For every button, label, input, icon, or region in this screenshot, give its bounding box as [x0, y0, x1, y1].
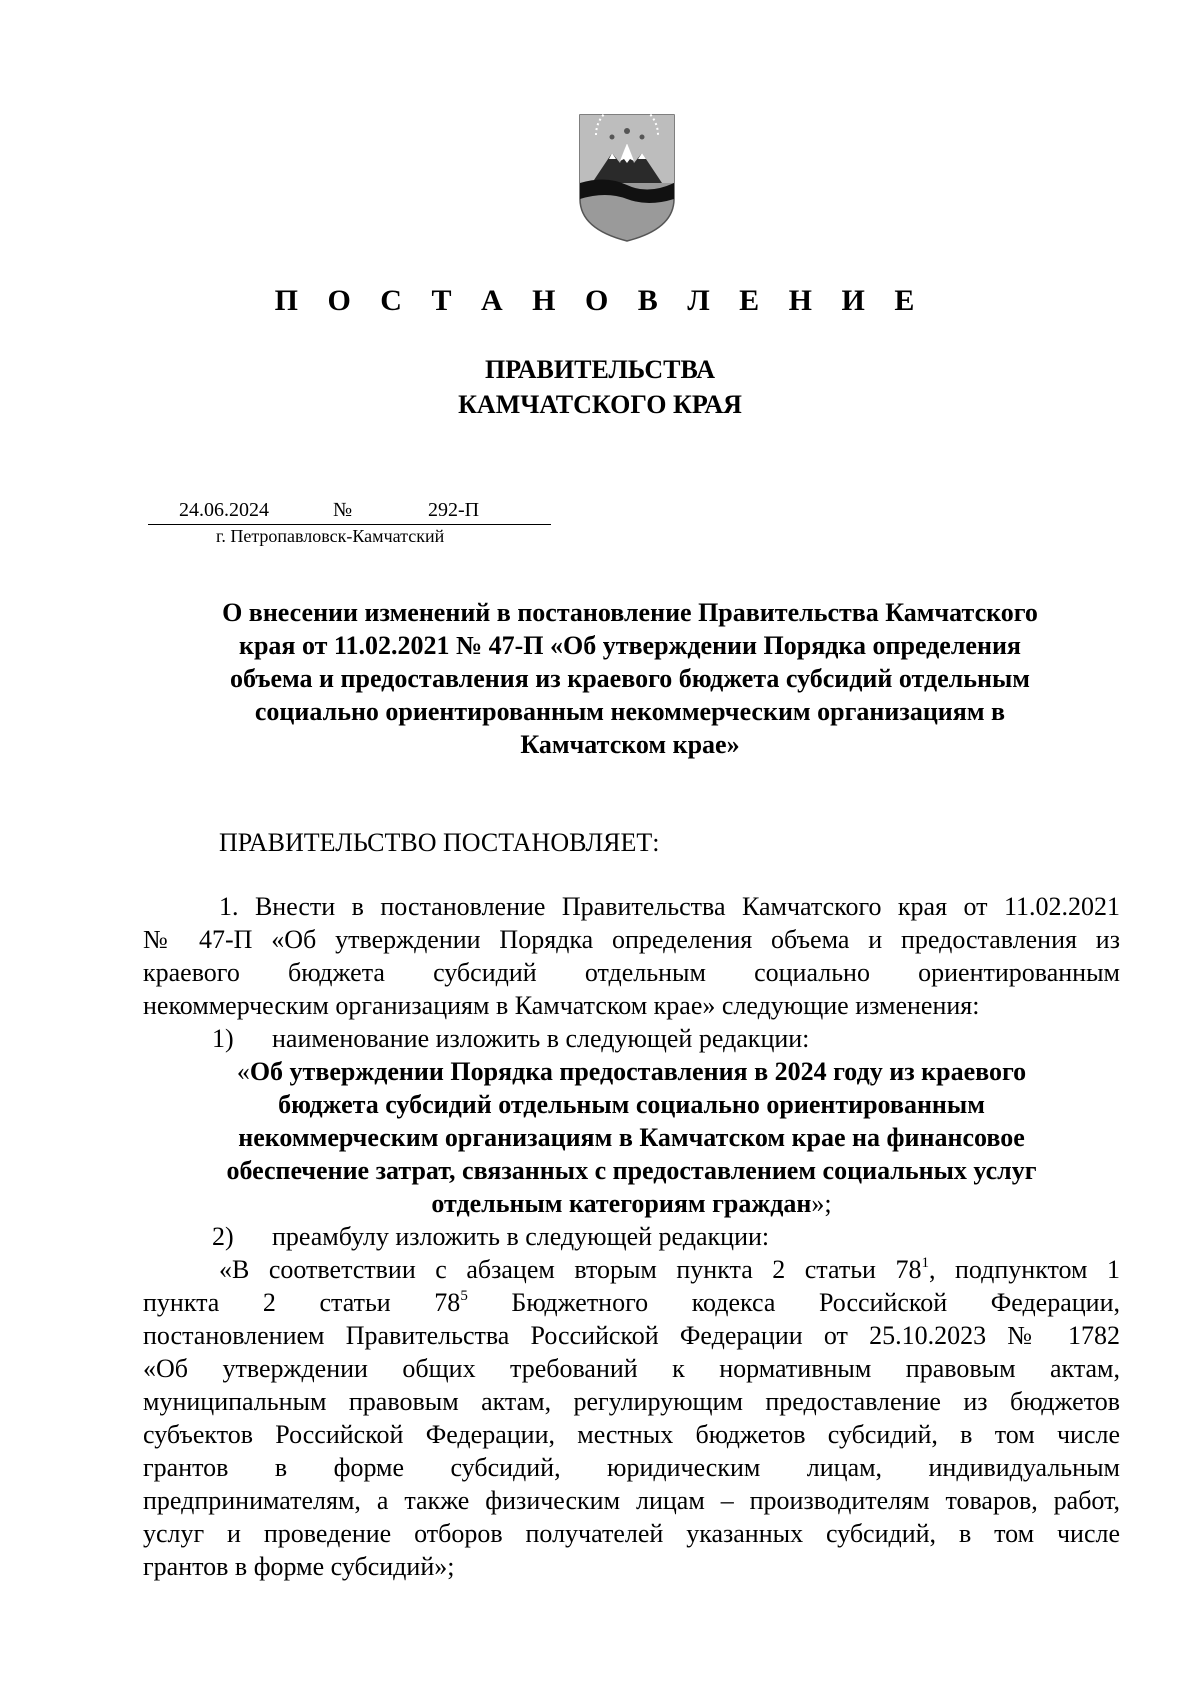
list-item-text: преамбулу изложить в следующей редакции: — [272, 1222, 770, 1251]
quoted-title-line: обеспечение затрат, связанных с предоставлением социальных услуг — [226, 1156, 1037, 1185]
paragraph-line: № 47-П «Об утверждении Порядка определения объема и предоставления из — [143, 925, 1120, 954]
text-segment: «В соответствии с абзацем вторым пункта 2 статьи 78 — [219, 1255, 922, 1284]
resolves-heading: ПРАВИТЕЛЬСТВО ПОСТАНОВЛЯЕТ: — [219, 828, 660, 857]
subject-line: социально ориентированным некоммерческим организациям в — [254, 697, 1006, 726]
paragraph-line: услуг и проведение отборов получателей указанных субсидий, в том числе — [143, 1519, 1120, 1548]
issuer-line: КАМЧАТСКОГО КРАЯ — [458, 390, 742, 419]
document-date: 24.06.2024 — [179, 499, 269, 521]
list-item — [143, 1022, 1120, 1055]
quoted-title-line — [143, 1187, 1120, 1220]
paragraph-line: субъектов Российской Федерации, местных бюджетов субсидий, в том числе — [143, 1420, 1120, 1449]
paragraph-line: 1. Внести в постановление Правительства Камчатского края от 11.02.2021 — [219, 892, 1120, 921]
text-segment: , подпунктом 1 — [928, 1255, 1120, 1284]
list-item-number: 1) — [212, 1024, 234, 1053]
list-item-number: 2) — [212, 1222, 234, 1251]
quoted-title-text: отдельным категориям граждан — [431, 1189, 812, 1218]
superscript: 1 — [921, 1255, 929, 1271]
list-item — [143, 1220, 1120, 1253]
quote-open: « — [236, 1057, 250, 1086]
paragraph-line: предпринимателям, а также физическим лицам – производителям товаров, работ, — [143, 1486, 1120, 1515]
quoted-title-text: Об утверждении Порядка предоставления в 2024 году из краевого — [249, 1057, 1027, 1086]
paragraph-line: краевого бюджета субсидий отдельным социально ориентированным — [143, 958, 1120, 987]
subject-line: края от 11.02.2021 № 47-П «Об утверждении Порядка определения — [238, 631, 1021, 660]
quoted-title-line — [143, 1055, 1120, 1088]
paragraph-line: «Об утверждении общих требований к нормативным правовым актам, — [143, 1354, 1120, 1383]
paragraph-line — [143, 1286, 1120, 1319]
subject-line: Камчатском крае» — [520, 730, 740, 759]
document-subject — [170, 596, 1090, 761]
quoted-title-line: бюджета субсидий отдельным социально ориентированным — [278, 1090, 985, 1119]
quoted-title-line: некоммерческим организациям в Камчатском крае на финансовое — [238, 1123, 1025, 1152]
paragraph-line — [143, 1253, 1120, 1286]
registration-line — [148, 496, 551, 525]
superscript: 5 — [460, 1288, 468, 1304]
subject-line: объема и предоставления из краевого бюджета субсидий отдельным — [229, 664, 1031, 693]
paragraph-line: некоммерческим организациям в Камчатском крае» следующие изменения: — [143, 991, 980, 1020]
paragraph-line: грантов в форме субсидий»; — [143, 1552, 455, 1581]
quote-close: »; — [811, 1189, 832, 1218]
kamchatka-coat-of-arms-icon — [576, 113, 678, 243]
number-sign: № — [333, 499, 353, 521]
document-body — [143, 890, 1120, 1583]
document-number: 292-П — [428, 499, 480, 521]
city-name: г. Петропавловск-Камчатский — [216, 526, 445, 546]
text-segment: Бюджетного кодекса Российской Федерации, — [467, 1288, 1120, 1317]
document-type-title: П О С Т А Н О В Л Е Н И Е — [274, 284, 926, 317]
paragraph-line: постановлением Правительства Российской Федерации от 25.10.2023 № 1782 — [143, 1321, 1120, 1350]
issuer-heading — [0, 352, 1200, 422]
paragraph-line: грантов в форме субсидий, юридическим лицам, индивидуальным — [143, 1453, 1120, 1482]
text-segment: пункта 2 статьи 78 — [143, 1288, 461, 1317]
subject-line: О внесении изменений в постановление Правительства Камчатского — [222, 598, 1038, 627]
paragraph-line: муниципальным правовым актам, регулирующим предоставление из бюджетов — [143, 1387, 1120, 1416]
issuer-line: ПРАВИТЕЛЬСТВА — [485, 355, 715, 384]
list-item-text: наименование изложить в следующей редакции: — [272, 1024, 810, 1053]
